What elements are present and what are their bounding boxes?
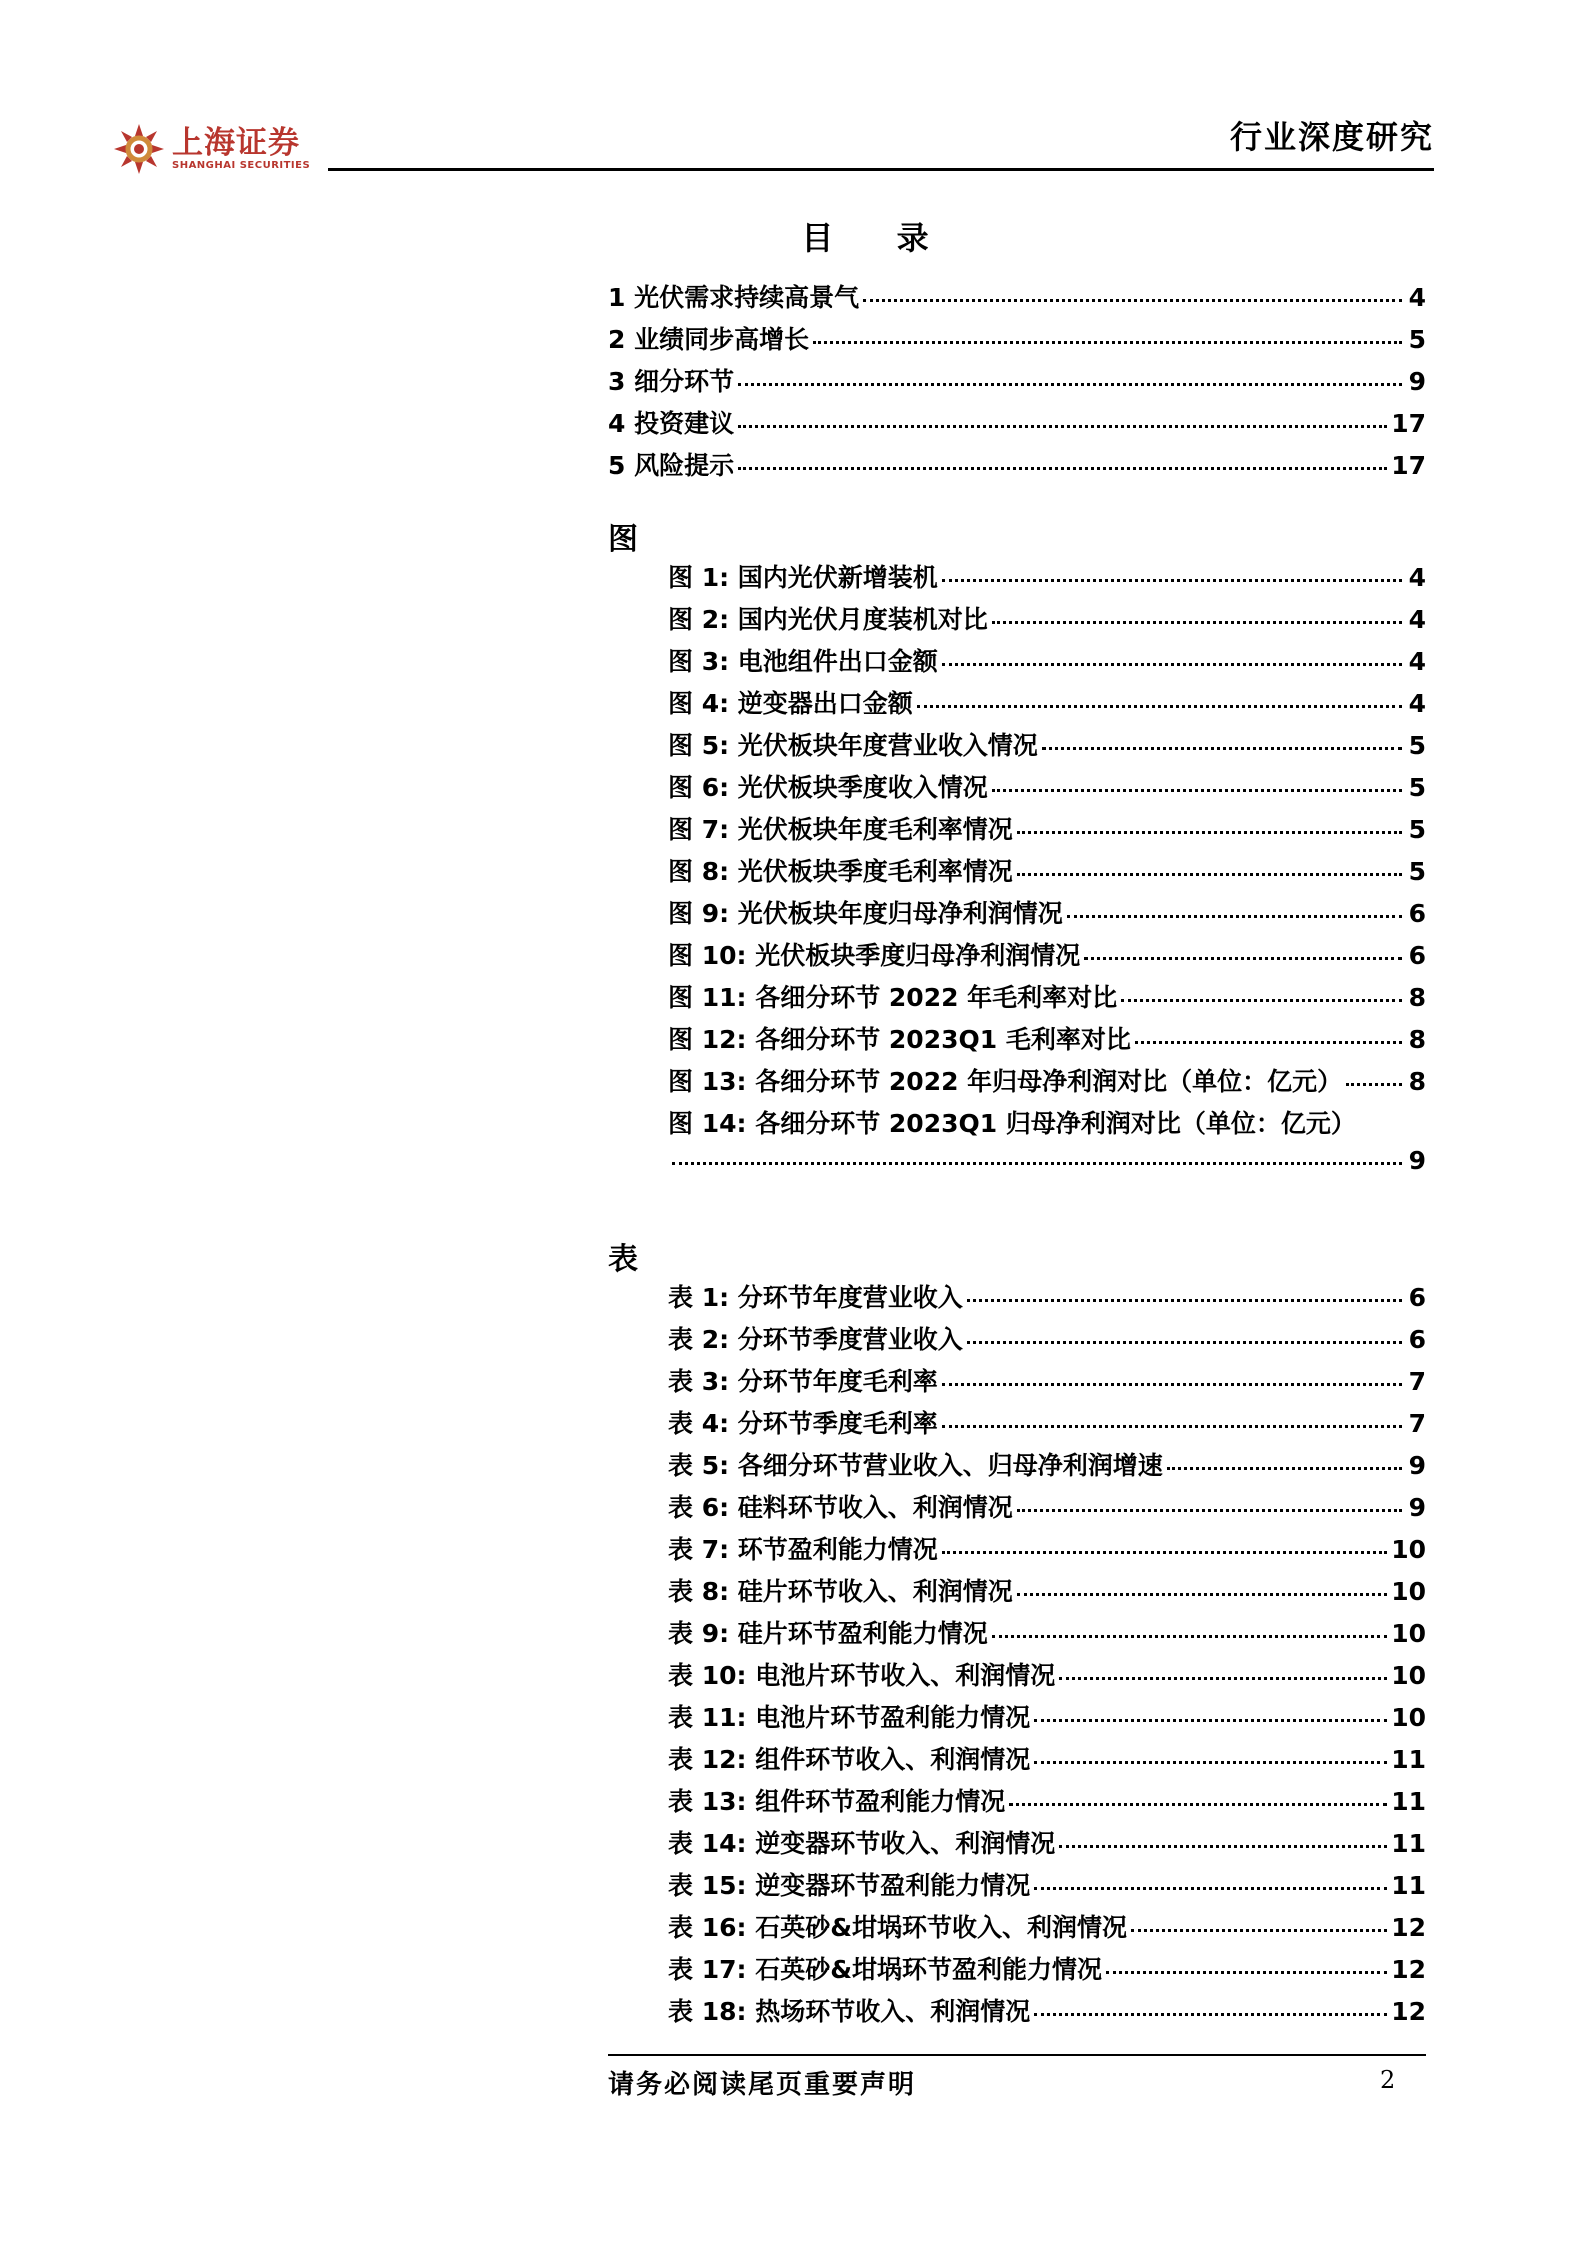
figures-heading: 图 xyxy=(608,522,638,557)
dot-leader xyxy=(1121,999,1402,1002)
toc-entry[interactable] xyxy=(608,936,1426,978)
dot-leader xyxy=(942,1425,1402,1428)
dot-leader xyxy=(1042,747,1402,750)
toc-entry-label: 图 11: 各细分环节 2022 年毛利率对比 xyxy=(668,983,1118,1012)
dot-leader xyxy=(1131,1929,1387,1932)
toc-entry[interactable] xyxy=(608,810,1426,852)
dot-leader xyxy=(1034,1887,1387,1890)
dot-leader xyxy=(942,663,1402,666)
toc-entry[interactable] xyxy=(608,1824,1426,1866)
dot-leader xyxy=(942,1383,1402,1386)
toc-entry-page: 6 xyxy=(1408,1283,1426,1312)
dot-leader xyxy=(863,299,1402,302)
toc-entry[interactable] xyxy=(608,1656,1426,1698)
toc-entry-page: 5 xyxy=(1408,815,1426,844)
dot-leader xyxy=(1009,1803,1387,1806)
toc-entry[interactable] xyxy=(608,726,1426,768)
toc-entry-label: 表 13: 组件环节盈利能力情况 xyxy=(668,1787,1006,1816)
toc-entry[interactable] xyxy=(608,320,1426,362)
toc-entry-page: 10 xyxy=(1391,1535,1426,1564)
toc-entry[interactable] xyxy=(608,852,1426,894)
toc-entry-page: 8 xyxy=(1408,1025,1426,1054)
toc-entry-label: 2 业绩同步高增长 xyxy=(608,325,810,354)
dot-leader xyxy=(1059,1677,1387,1680)
dot-leader xyxy=(672,1162,1402,1165)
toc-entry[interactable] xyxy=(608,1062,1426,1104)
dot-leader xyxy=(942,1551,1387,1554)
toc-entry-label: 表 5: 各细分环节营业收入、归母净利润增速 xyxy=(668,1451,1163,1480)
logo-en: SHANGHAI SECURITIES xyxy=(172,160,311,171)
toc-entry-label: 图 6: 光伏板块季度收入情况 xyxy=(668,773,988,802)
toc-entry-label: 图 1: 国内光伏新增装机 xyxy=(668,563,938,592)
toc-entry-page: 11 xyxy=(1391,1829,1426,1858)
logo-cn: 上海证券 xyxy=(172,125,300,161)
toc-entry-label: 表 12: 组件环节收入、利润情况 xyxy=(668,1745,1031,1774)
toc-entry-label: 表 17: 石英砂&坩埚环节盈利能力情况 xyxy=(668,1955,1102,1984)
toc-entry[interactable] xyxy=(608,1950,1426,1992)
toc-entry-label: 图 3: 电池组件出口金额 xyxy=(668,647,938,676)
toc-entry-page: 8 xyxy=(1408,1067,1426,1096)
dot-leader xyxy=(1017,873,1402,876)
toc-entry[interactable] xyxy=(608,600,1426,642)
toc-entry-page: 4 xyxy=(1408,605,1426,634)
dot-leader xyxy=(967,1299,1402,1302)
disclaimer-notice: 请务必阅读尾页重要声明 xyxy=(608,2070,917,2100)
toc-entry[interactable] xyxy=(608,1698,1426,1740)
toc-entry-continuation[interactable] xyxy=(608,1146,1426,1188)
toc-entry[interactable] xyxy=(608,1572,1426,1614)
toc-entry-label: 表 14: 逆变器环节收入、利润情况 xyxy=(668,1829,1056,1858)
toc-entry-page: 4 xyxy=(1408,563,1426,592)
toc-entry-page: 9 xyxy=(1408,1451,1426,1480)
toc-entry-page: 11 xyxy=(1391,1787,1426,1816)
toc-entry-page: 10 xyxy=(1391,1619,1426,1648)
toc-entry-page: 11 xyxy=(1391,1745,1426,1774)
dot-leader xyxy=(813,341,1402,344)
dot-leader xyxy=(942,579,1402,582)
toc-entry-page: 4 xyxy=(1408,283,1426,312)
toc-entry-page: 8 xyxy=(1408,983,1426,1012)
toc-entry[interactable] xyxy=(608,446,1426,488)
toc-entry-page: 6 xyxy=(1408,899,1426,928)
logo-text xyxy=(172,126,310,172)
toc-entry[interactable] xyxy=(608,978,1426,1020)
table-list xyxy=(608,1278,1426,2034)
toc-entry-label: 3 细分环节 xyxy=(608,367,735,396)
toc-entry[interactable] xyxy=(608,362,1426,404)
toc-entry[interactable] xyxy=(608,1530,1426,1572)
toc-entry-page: 9 xyxy=(1408,1146,1426,1175)
toc-entry-label: 1 光伏需求持续高景气 xyxy=(608,283,860,312)
dot-leader xyxy=(1059,1845,1387,1848)
toc-entry-label: 图 9: 光伏板块年度归母净利润情况 xyxy=(668,899,1063,928)
toc-entry-page: 9 xyxy=(1408,1493,1426,1522)
toc-entry-label: 表 4: 分环节季度毛利率 xyxy=(668,1409,938,1438)
toc-entry-label: 图 14: 各细分环节 2023Q1 归母净利润对比（单位：亿元） xyxy=(668,1109,1356,1138)
toc-entry[interactable] xyxy=(608,894,1426,936)
toc-entry-page: 9 xyxy=(1408,367,1426,396)
header-divider xyxy=(328,168,1434,171)
toc-entry[interactable] xyxy=(608,1320,1426,1362)
toc-entry-label: 表 3: 分环节年度毛利率 xyxy=(668,1367,938,1396)
dot-leader xyxy=(1106,1971,1387,1974)
toc-entry-label: 表 9: 硅片环节盈利能力情况 xyxy=(668,1619,988,1648)
toc-entry[interactable] xyxy=(608,642,1426,684)
toc-entry[interactable] xyxy=(608,1782,1426,1824)
dot-leader xyxy=(917,705,1402,708)
dot-leader xyxy=(1017,1593,1387,1596)
toc-entry-page: 6 xyxy=(1408,941,1426,970)
toc-entry-page: 5 xyxy=(1408,731,1426,760)
toc-entry-label: 表 7: 环节盈利能力情况 xyxy=(668,1535,938,1564)
toc-entry[interactable] xyxy=(608,1362,1426,1404)
toc-entry-page: 11 xyxy=(1391,1871,1426,1900)
dot-leader xyxy=(1034,1719,1387,1722)
toc-entry[interactable] xyxy=(608,558,1426,600)
dot-leader xyxy=(1346,1083,1402,1086)
dot-leader xyxy=(1084,957,1402,960)
toc-entry-page: 4 xyxy=(1408,647,1426,676)
toc-entry-page: 7 xyxy=(1408,1409,1426,1438)
sun-logo-icon xyxy=(112,122,166,176)
toc-entry[interactable] xyxy=(608,1104,1426,1146)
dot-leader xyxy=(967,1341,1402,1344)
toc-entry-page: 10 xyxy=(1391,1661,1426,1690)
toc-entry-label: 5 风险提示 xyxy=(608,451,735,480)
toc-entry-label: 图 5: 光伏板块年度营业收入情况 xyxy=(668,731,1038,760)
dot-leader xyxy=(1034,1761,1387,1764)
dot-leader xyxy=(1017,1509,1402,1512)
footer-divider xyxy=(608,2054,1426,2056)
toc-entry-page: 17 xyxy=(1391,409,1426,438)
toc-entry[interactable] xyxy=(608,1740,1426,1782)
toc-entry[interactable] xyxy=(608,684,1426,726)
toc-entry-page: 5 xyxy=(1408,325,1426,354)
toc-entry-page: 12 xyxy=(1391,1955,1426,1984)
toc-entry-page: 12 xyxy=(1391,1997,1426,2026)
toc-entry-label: 图 2: 国内光伏月度装机对比 xyxy=(668,605,988,634)
toc-entry-label: 表 2: 分环节季度营业收入 xyxy=(668,1325,963,1354)
toc-entry-label: 表 10: 电池片环节收入、利润情况 xyxy=(668,1661,1056,1690)
toc-entry-page: 17 xyxy=(1391,451,1426,480)
dot-leader xyxy=(1067,915,1402,918)
toc-entry[interactable] xyxy=(608,1614,1426,1656)
toc-entry-label: 图 8: 光伏板块季度毛利率情况 xyxy=(668,857,1013,886)
toc-entry-label: 图 7: 光伏板块年度毛利率情况 xyxy=(668,815,1013,844)
dot-leader xyxy=(738,383,1402,386)
toc-entry-page: 6 xyxy=(1408,1325,1426,1354)
dot-leader xyxy=(992,1635,1387,1638)
toc-entry[interactable] xyxy=(608,1488,1426,1530)
toc-entry-label: 图 4: 逆变器出口金额 xyxy=(668,689,913,718)
toc-entry-page: 7 xyxy=(1408,1367,1426,1396)
toc-entry-label: 图 13: 各细分环节 2022 年归母净利润对比（单位：亿元） xyxy=(668,1067,1343,1096)
dot-leader xyxy=(992,789,1402,792)
dot-leader xyxy=(738,425,1387,428)
dot-leader xyxy=(1017,831,1402,834)
toc-entry[interactable] xyxy=(608,768,1426,810)
report-type-title: 行业深度研究 xyxy=(1229,118,1434,156)
toc-entry[interactable] xyxy=(608,278,1426,320)
toc-entry[interactable] xyxy=(608,1992,1426,2034)
toc-entry[interactable] xyxy=(608,404,1426,446)
figure-list xyxy=(608,558,1426,1188)
toc-entry-label: 表 16: 石英砂&坩埚环节收入、利润情况 xyxy=(668,1913,1127,1942)
chapter-list xyxy=(608,278,1426,488)
dot-leader xyxy=(738,467,1387,470)
toc-entry-label: 表 1: 分环节年度营业收入 xyxy=(668,1283,963,1312)
logo xyxy=(112,122,310,176)
toc-entry-label: 表 15: 逆变器环节盈利能力情况 xyxy=(668,1871,1031,1900)
toc-entries xyxy=(608,278,1426,2034)
dot-leader xyxy=(1034,2013,1387,2016)
toc-entry-label: 表 6: 硅料环节收入、利润情况 xyxy=(668,1493,1013,1522)
toc-entry-page: 5 xyxy=(1408,857,1426,886)
toc-entry-label: 表 18: 热场环节收入、利润情况 xyxy=(668,1997,1031,2026)
toc-entry[interactable] xyxy=(608,1020,1426,1062)
toc-entry-page: 10 xyxy=(1391,1703,1426,1732)
toc-entry[interactable] xyxy=(608,1446,1426,1488)
toc-entry-label: 图 12: 各细分环节 2023Q1 毛利率对比 xyxy=(668,1025,1131,1054)
tables-heading: 表 xyxy=(608,1242,638,1277)
page-number: 2 xyxy=(1380,2066,1396,2094)
toc-entry-label: 表 11: 电池片环节盈利能力情况 xyxy=(668,1703,1031,1732)
toc-title: 目 录 xyxy=(801,219,955,257)
toc-entry[interactable] xyxy=(608,1278,1426,1320)
toc-entry[interactable] xyxy=(608,1404,1426,1446)
toc-entry-page: 12 xyxy=(1391,1913,1426,1942)
toc-entry-label: 图 10: 光伏板块季度归母净利润情况 xyxy=(668,941,1081,970)
toc-entry-page: 10 xyxy=(1391,1577,1426,1606)
toc-entry-label: 表 8: 硅片环节收入、利润情况 xyxy=(668,1577,1013,1606)
toc-entry-page: 4 xyxy=(1408,689,1426,718)
dot-leader xyxy=(1135,1041,1402,1044)
dot-leader xyxy=(992,621,1402,624)
toc-entry[interactable] xyxy=(608,1908,1426,1950)
dot-leader xyxy=(1167,1467,1402,1470)
toc-entry-label: 4 投资建议 xyxy=(608,409,735,438)
toc-entry-page: 5 xyxy=(1408,773,1426,802)
toc-entry[interactable] xyxy=(608,1866,1426,1908)
